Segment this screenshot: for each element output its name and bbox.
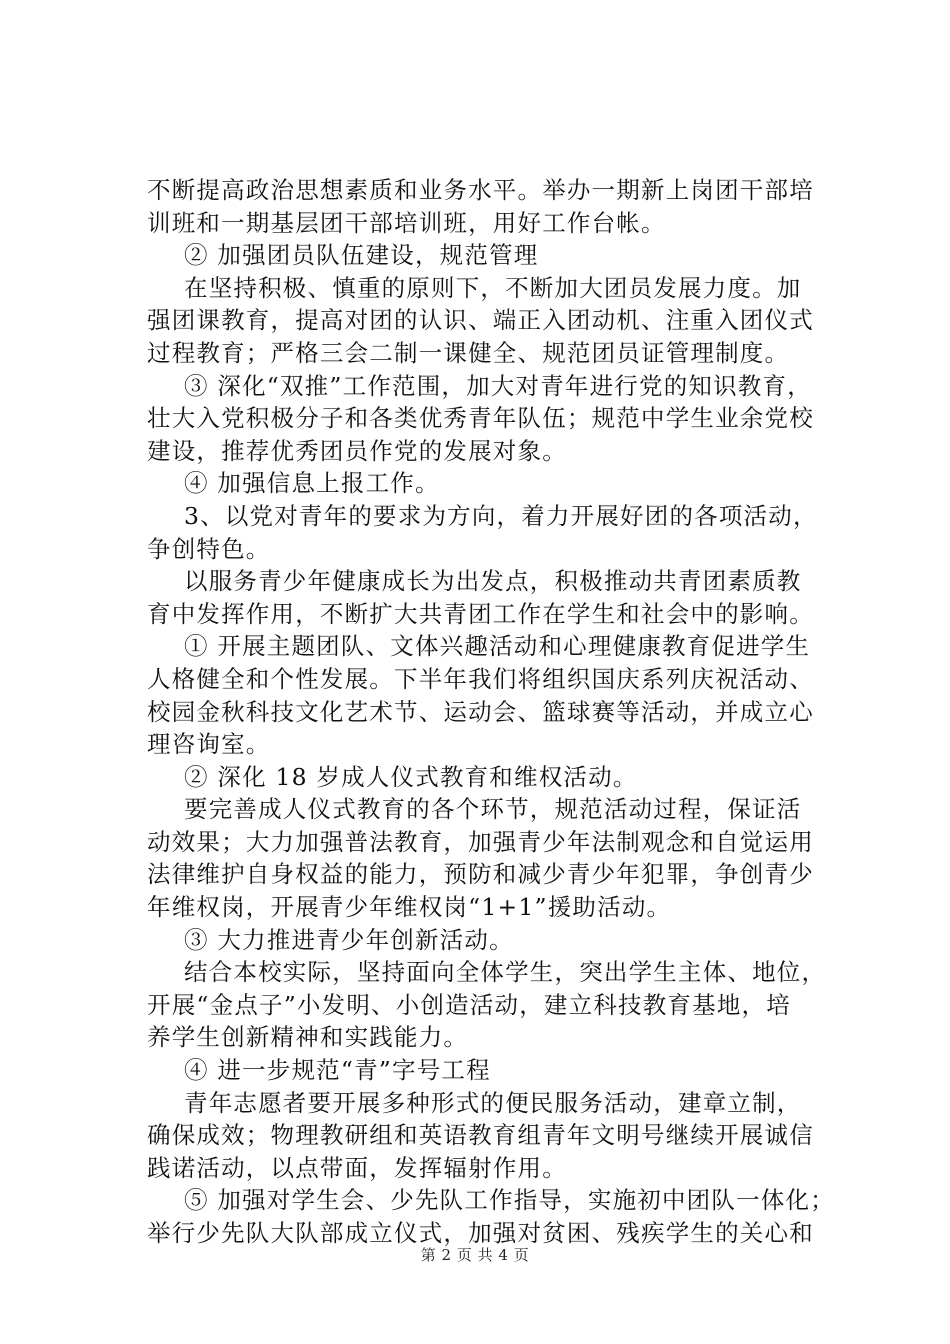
text-line: 确保成效；物理教研组和英语教育组青年文明号继续开展诚信 — [147, 1121, 814, 1150]
text-line: 践诺活动，以点带面，发挥辐射作用。 — [147, 1153, 567, 1182]
text-line: ③ 大力推进青少年创新活动。 — [184, 925, 514, 954]
text-line: 校园金秋科技文化艺术节、运动会、篮球赛等活动，并成立心 — [147, 697, 814, 726]
text-line: 3、以党对青年的要求为方向，着力开展好团的各项活动， — [184, 501, 818, 530]
page-footer: 第 2 页 共 4 页 — [420, 1246, 530, 1264]
text-line: 在坚持积极、慎重的原则下，不断加大团员发展力度。加 — [184, 273, 802, 302]
document-body — [147, 174, 847, 1250]
text-line: 争创特色。 — [147, 534, 271, 563]
text-line: 结合本校实际，坚持面向全体学生，突出学生主体、地位， — [184, 958, 827, 987]
text-line: 过程教育；严格三会二制一课健全、规范团员证管理制度。 — [147, 338, 790, 367]
text-line: ④ 加强信息上报工作。 — [184, 469, 440, 498]
text-line: ① 开展主题团队、文体兴趣活动和心理健康教育促进学生 — [184, 632, 811, 661]
text-line: 养学生创新精神和实践能力。 — [147, 1023, 469, 1052]
text-line: 年维权岗，开展青少年维权岗“1+1”援助活动。 — [147, 893, 672, 922]
text-line: 青年志愿者要开展多种形式的便民服务活动，建章立制， — [184, 1088, 802, 1117]
text-line: 育中发挥作用，不断扩大共青团工作在学生和社会中的影响。 — [147, 599, 814, 628]
text-line: ③ 深化“双推”工作范围，加大对青年进行党的知识教育， — [184, 371, 812, 400]
text-line: 法律维护自身权益的能力，预防和减少青少年犯罪，争创青少 — [147, 860, 814, 889]
text-line: 人格健全和个性发展。下半年我们将组织国庆系列庆祝活动、 — [147, 664, 814, 693]
text-line: 不断提高政治思想素质和业务水平。举办一期新上岗团干部培 — [147, 176, 814, 204]
text-line: 建设，推荐优秀团员作党的发展对象。 — [147, 436, 567, 465]
text-line: 强团课教育，提高对团的认识、端正入团动机、注重入团仪式 — [147, 306, 814, 335]
text-line: 理咨询室。 — [147, 730, 271, 759]
text-line: 开展“金点子”小发明、小创造活动，建立科技教育基地，培 — [147, 990, 791, 1019]
text-line: 要完善成人仪式教育的各个环节，规范活动过程，保证活 — [184, 795, 802, 824]
text-line: 壮大入党积极分子和各类优秀青年队伍；规范中学生业余党校 — [147, 404, 814, 433]
text-line: 以服务青少年健康成长为出发点，积极推动共青团素质教 — [184, 567, 802, 596]
text-line: ④ 进一步规范“青”字号工程 — [184, 1056, 491, 1085]
text-line: 动效果；大力加强普法教育，加强青少年法制观念和自觉运用 — [147, 827, 814, 856]
text-line: ② 深化 18 岁成人仪式教育和维权活动。 — [184, 762, 638, 791]
text-line: ⑤ 加强对学生会、少先队工作指导，实施初中团队一体化； — [184, 1186, 835, 1215]
text-line: ② 加强团员队伍建设，规范管理 — [184, 241, 539, 270]
text-line: 举行少先队大队部成立仪式，加强对贫困、残疾学生的关心和 — [147, 1219, 814, 1247]
text-line: 训班和一期基层团干部培训班，用好工作台帐。 — [147, 208, 666, 237]
